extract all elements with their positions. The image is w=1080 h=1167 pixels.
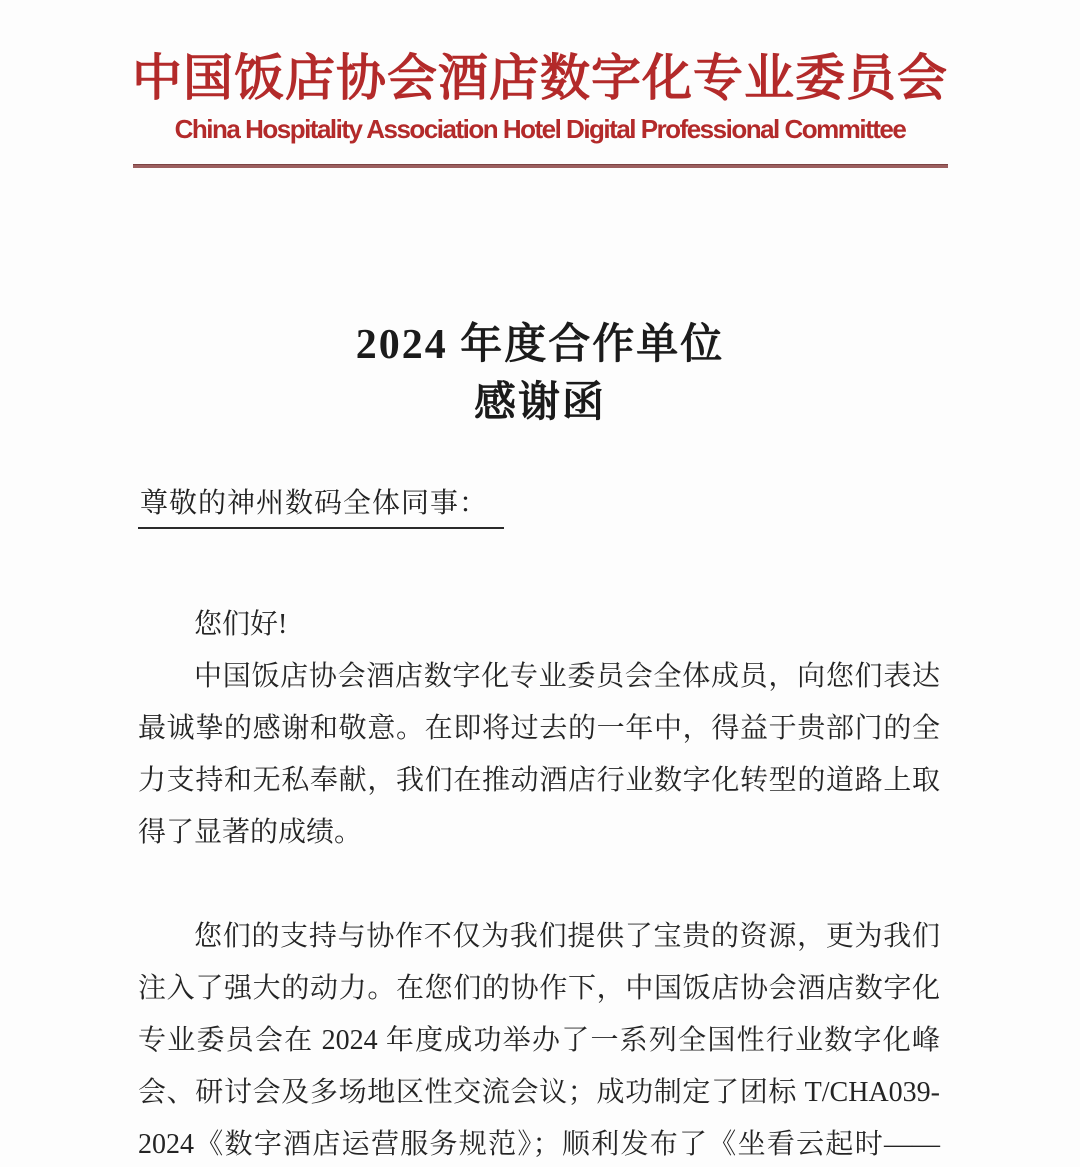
salutation: 尊敬的神州数码全体同事： — [138, 486, 504, 529]
document-title-line1: 2024 年度合作单位 — [355, 322, 725, 368]
body-line: 您们好! — [194, 609, 288, 640]
letterhead-title-english: China Hospitality Association Hotel Digital Professional Committee — [174, 114, 906, 144]
document-title — [0, 316, 1080, 432]
body-line: 会、研讨会及多场地区性交流会议；成功制定了团标 T/CHA039- — [138, 1077, 940, 1108]
body-line: 力支持和无私奉献，我们在推动酒店行业数字化转型的道路上取 — [138, 765, 940, 796]
body-line: 最诚挚的感谢和敬意。在即将过去的一年中，得益于贵部门的全 — [138, 713, 940, 744]
body-line: 中国饭店协会酒店数字化专业委员会全体成员，向您们表达 — [194, 661, 940, 692]
body-line: 您们的支持与协作不仅为我们提供了宝贵的资源，更为我们 — [194, 921, 940, 952]
document-title-line2: 感谢函 — [473, 380, 606, 426]
letterhead-title-chinese: 中国饭店协会酒店数字化专业委员会 — [132, 50, 948, 106]
body-line: 注入了强大的动力。在您们的协作下，中国饭店协会酒店数字化 — [138, 973, 940, 1004]
letterhead-divider-rule — [133, 164, 948, 168]
body-line: 专业委员会在 2024 年度成功举办了一系列全国性行业数字化峰 — [138, 1025, 940, 1056]
body-line: 2024《数字酒店运营服务规范》；顺利发布了《坐看云起时—— — [138, 1129, 940, 1160]
letter-body — [138, 599, 940, 1167]
salutation-row — [138, 486, 1080, 529]
letterhead — [0, 46, 1080, 168]
body-line: 得了显著的成绩。 — [138, 817, 363, 848]
